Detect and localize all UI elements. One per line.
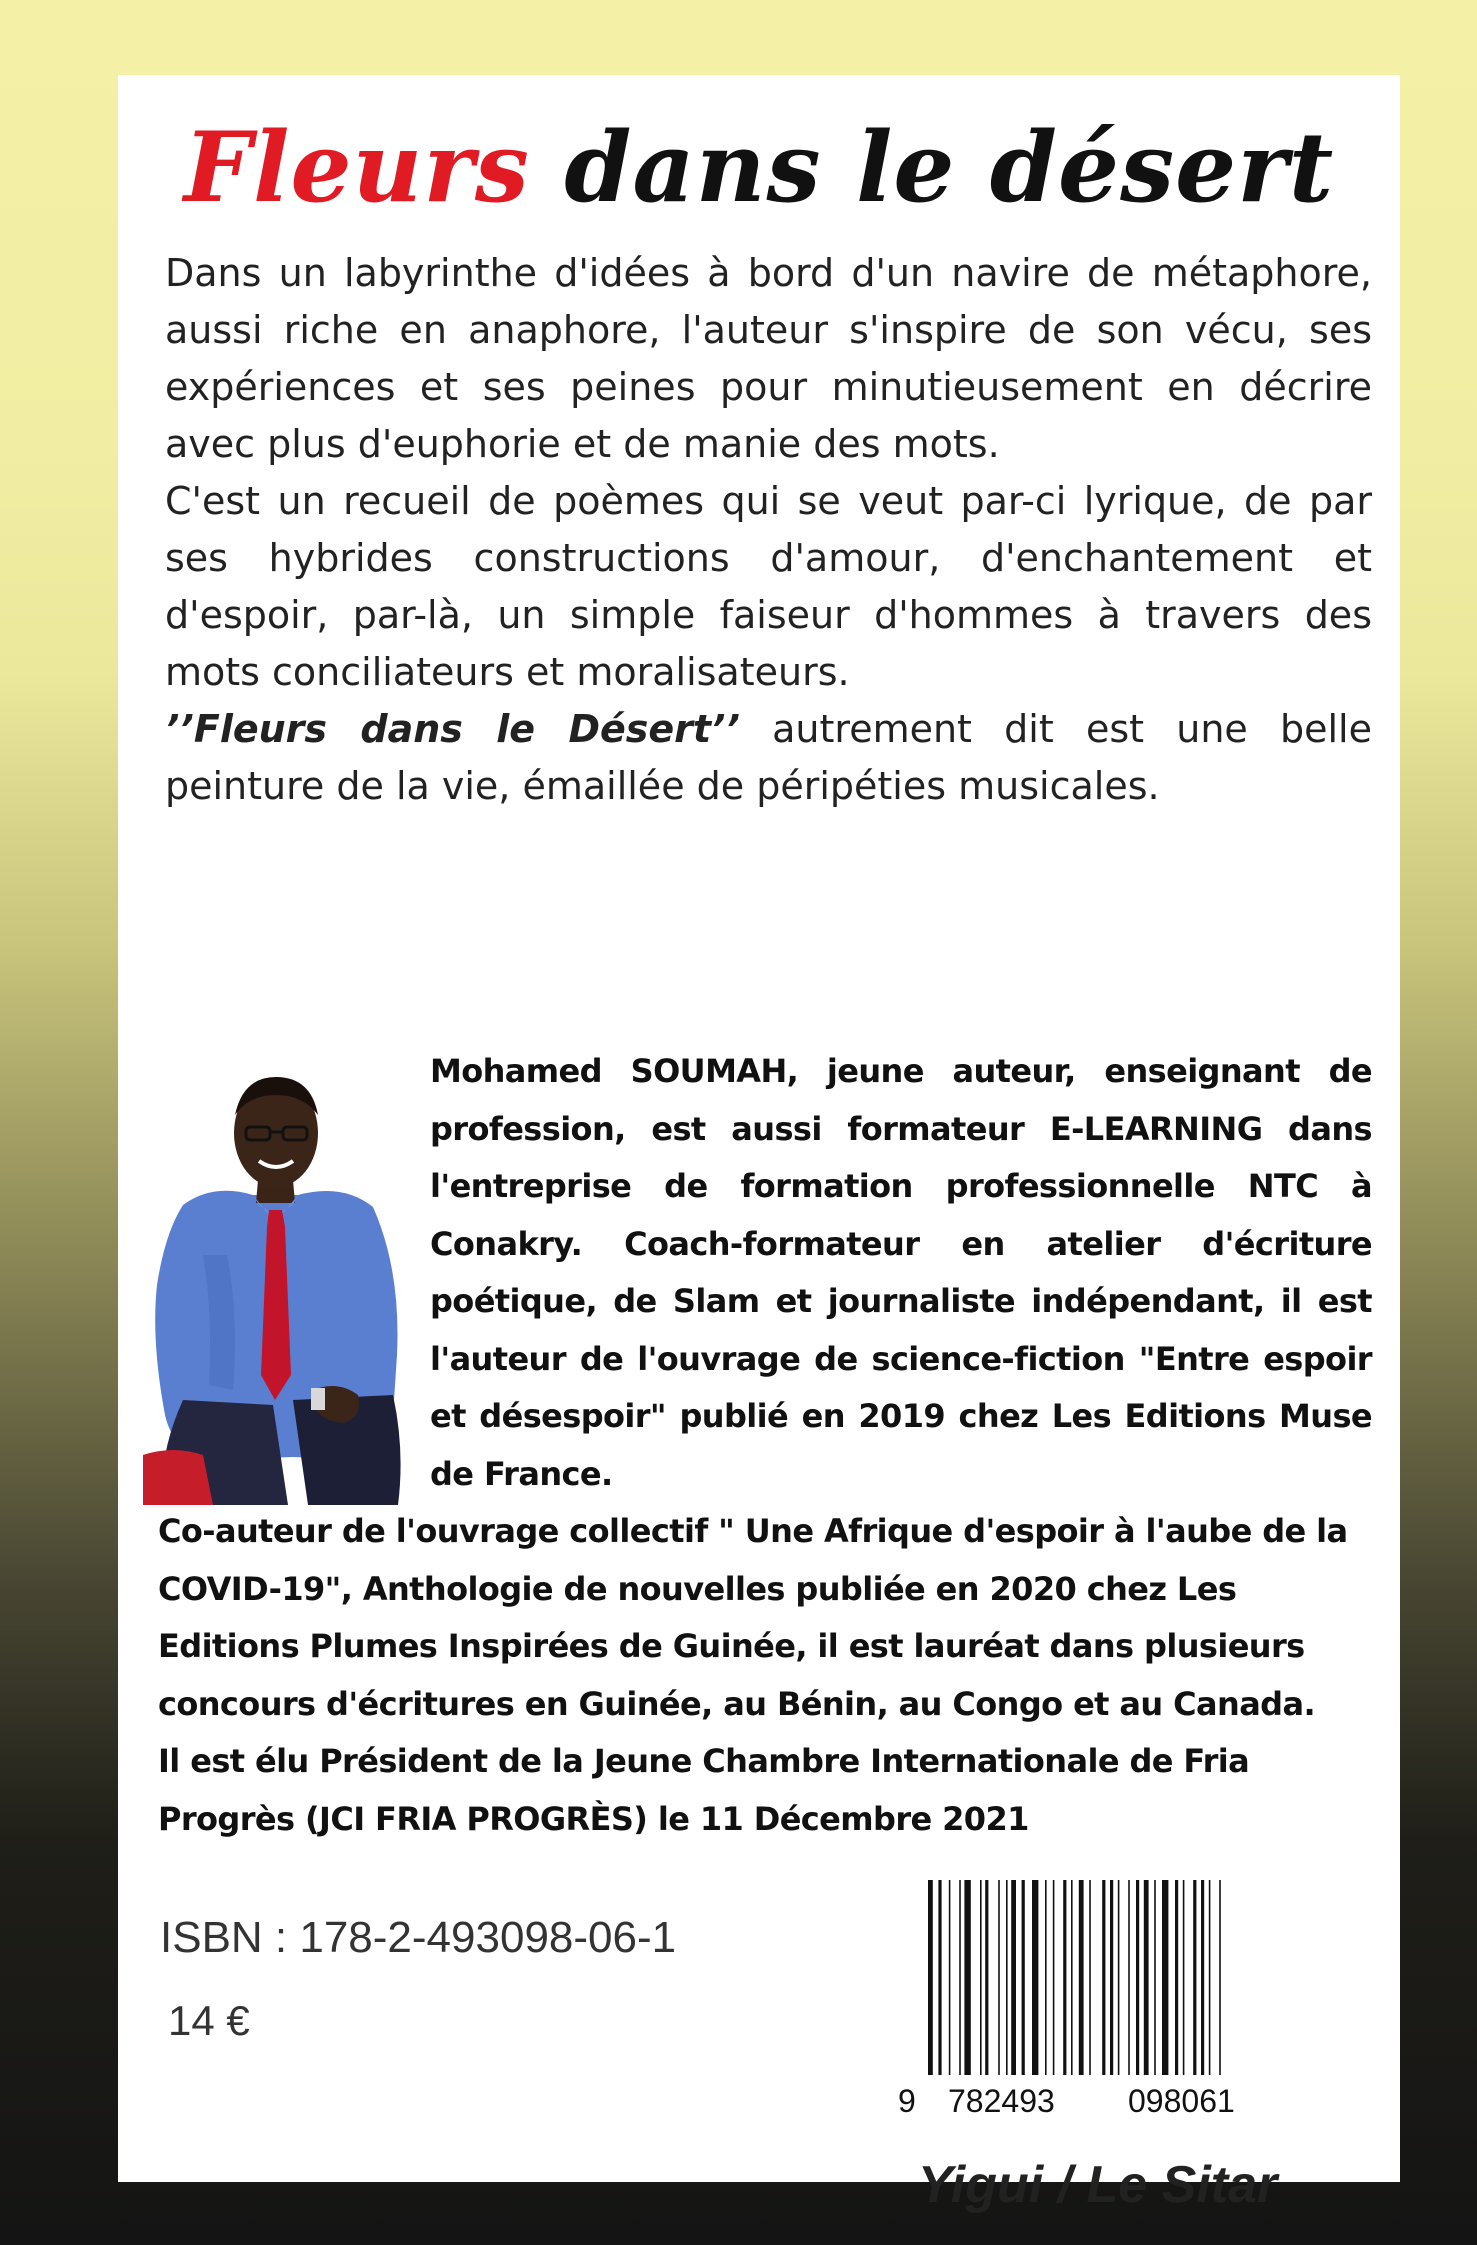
bio-paragraph-coauthor: Co-auteur de l'ouvrage collectif " Une Afrique d'espoir à l'aube de la COVID-19", Anthologie de nouvelles publiée en 2020 chez Les Editions Plumes Inspirées de Guinée, il est lauréat dans plusieurs concours d'écritures en Guinée, au Bénin, au Congo et au Canada.	[158, 1512, 1348, 1723]
barcode-bar	[1201, 1880, 1204, 2075]
barcode-bar	[959, 1880, 961, 2075]
barcode-bar	[928, 1880, 933, 2075]
author-watch	[311, 1388, 325, 1410]
author-stool	[143, 1450, 213, 1505]
synopsis-paragraph-1: Dans un labyrinthe d'idées à bord d'un navire de métaphore, aussi riche en anaphore, l'auteur s'inspire de son vécu, ses expériences et ses peines pour minutieusement en décrire avec plus d'euphorie et de manie des mots.	[165, 251, 1372, 466]
synopsis	[165, 245, 1372, 815]
barcode-bar	[1045, 1880, 1047, 2075]
bio-paragraph-president: Il est élu Président de la Jeune Chambre Internationale de Fria Progrès (JCI FRIA PROGRÈS) le 11 Décembre 2021	[158, 1742, 1250, 1838]
author-bio-side: Mohamed SOUMAH, jeune auteur, enseignant de profession, est aussi formateur E-LEARNING dans l'entreprise de formation professionnelle NTC à Conakry. Coach-formateur en atelier d'écriture poétique, de Slam et journaliste indépendant, il est l'auteur de l'ouvrage de science-fiction "Entre espoir et désespoir" publié en 2019 chez Les Editions Muse de France.	[430, 1052, 1372, 1493]
synopsis-paragraph-3-text: autrement dit est une belle peinture de la vie, émaillée de péripéties musicales.	[165, 707, 1372, 808]
barcode-bar	[980, 1880, 982, 2075]
author-bio-full	[158, 1503, 1378, 1848]
barcode-bar	[1006, 1880, 1008, 2075]
barcode-bar	[1144, 1880, 1149, 2075]
barcode-bar	[985, 1880, 988, 2075]
barcode-bar	[1063, 1880, 1066, 2075]
title-rest: dans le désert	[564, 111, 1335, 224]
barcode-bar	[1110, 1880, 1113, 2075]
barcode-bar	[1011, 1880, 1016, 2075]
barcode-bar	[964, 1880, 970, 2075]
back-cover-panel	[118, 75, 1400, 2214]
barcode-digits-left: 782493	[948, 2083, 1055, 2119]
barcode-bar	[1071, 1880, 1073, 2075]
barcode-bar	[938, 1880, 941, 2075]
barcode-bar	[1209, 1880, 1211, 2075]
barcode-bar	[1118, 1880, 1120, 2075]
barcode-bar	[1053, 1880, 1055, 2075]
barcode-bar	[1102, 1880, 1105, 2075]
title-fleurs: Fleurs	[183, 111, 530, 224]
barcode-bar	[1032, 1880, 1038, 2075]
barcode-bar	[1183, 1880, 1185, 2075]
book-title	[118, 93, 1400, 243]
synopsis-book-title: ’’Fleurs dans le Désert’’	[165, 707, 740, 751]
synopsis-paragraph-3	[165, 701, 1372, 815]
barcode-bar	[1128, 1880, 1130, 2075]
price: 14 €	[168, 1997, 250, 2044]
barcode-bar	[949, 1880, 951, 2075]
synopsis-paragraph-2: C'est un recueil de poèmes qui se veut par-ci lyrique, de par ses hybrides constructions d'amour, d'enchantement et d'espoir, par-là, un simple faiseur d'hommes à travers des mots conciliateurs et moralisateurs.	[165, 479, 1372, 694]
barcode-bar	[1079, 1880, 1084, 2075]
barcode	[888, 1872, 1308, 2122]
barcode-digits-right: 098061	[1128, 2083, 1235, 2119]
barcode-bar	[1154, 1880, 1156, 2075]
isbn: ISBN : 178-2-493098-06-1	[160, 1913, 677, 1962]
barcode-digit-prefix: 9	[898, 2083, 916, 2119]
barcode-bar	[998, 1880, 1000, 2075]
barcode-bar	[1193, 1880, 1196, 2075]
barcode-bar	[1022, 1880, 1025, 2075]
barcode-bar	[1089, 1880, 1091, 2075]
author-photo	[143, 1055, 408, 1505]
barcode-bar	[1162, 1880, 1168, 2075]
publisher: Yigui / Le Sitar	[918, 2156, 1278, 2214]
barcode-bar	[1175, 1880, 1178, 2075]
barcode-bar	[1136, 1880, 1139, 2075]
barcode-bar	[1219, 1880, 1221, 2075]
